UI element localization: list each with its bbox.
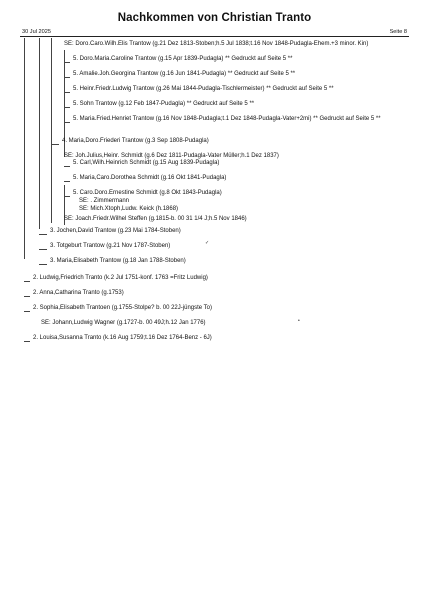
child-entry: 2. Louisa,Susanna Tranto (k.16 Aug 1759;t.16 Dez 1764-Benz - 6J) [33,335,212,341]
tree-branch [51,144,59,145]
child-entry: 5. Carl,Wilh.Heinrich Schmidt (g.15 Aug 1839-Pudagla) [73,160,220,166]
tree-branch [24,296,30,297]
page-number: Seite 8 [389,29,407,35]
child-entry: 5. Maria,Caro.Dorothea Schmidt (g.16 Okt 1841-Pudagla) [73,175,227,181]
tree-branch [24,311,30,312]
child-entry: 3. Totgeburt Trantow (g.21 Nov 1787-Stoben) [50,243,171,249]
spouse-entry: SE: Mich.Xtoph,Ludw. Keick (h.1868) [79,206,179,212]
child-entry: 5. Sohn Trantow (g.12 Feb 1847-Pudagla) ** Gedruckt auf Seite 5 ** [73,101,255,107]
child-entry: 5. Heinr.Friedr.Ludwig Trantow (g.26 Mai 1844-Pudagla-Tischlermeister) ** Gedruckt auf Seite 5 ** [73,86,334,92]
child-entry: 2. Anna,Catharina Tranto (g.1753) [33,290,124,296]
tree-branch [64,107,70,108]
tree-branch [64,196,70,197]
spouse-entry: SE: Joach.Friedr.Wilhel Steffen (g.1815-b. 00 31 1/4 J;h.5 Nov 1846) [64,216,247,222]
tree-branch [39,264,47,265]
spouse-entry: SE: Doro.Caro.Wilh.Elis Trantow (g.21 Dez 1813-Stoben;h.5 Jul 1838;t.16 Nov 1848-Pudagla-Ehem.+3 minor. Kin) [64,41,369,47]
child-entry: 5. Maria.Fried.Henriet Trantow (g.16 Nov 1848-Pudagla;t.1 Dez 1848-Pudagla-Vater+2mi) ** Gedruckt auf Seite 5 ** [73,116,381,122]
tree-line-level3 [39,38,40,229]
child-entry: 2. Ludwig,Friedrich Tranto (k.2 Jul 1751-konf. 1763 =Fritz Ludwig) [33,275,208,281]
scan-speck: • [298,318,300,324]
page-title: Nachkommen von Christian Tranto [117,12,312,24]
child-entry: 5. Doro.Maria.Caroline Trantow (g.15 Apr 1839-Pudagla) ** Gedruckt auf Seite 5 ** [73,56,293,62]
tree-branch [64,166,70,167]
child-entry: 5. Amalie.Joh.Georgina Trantow (g.16 Jun 1841-Pudagla) ** Gedruckt auf Seite 5 ** [73,71,296,77]
tree-branch [64,92,70,93]
child-entry: 2. Sophia,Elisabeth Trantoen (g.1755-Stolpe? b. 00 22J-jüngste To) [33,305,213,311]
print-date: 30 Jul 2025 [22,29,51,35]
header-rule [20,36,409,37]
tree-line-level4 [51,38,52,223]
tree-branch [64,181,70,182]
tree-branch [64,62,70,63]
child-entry: 4. Maria,Doro.Friederi Trantow (g.3 Sep 1808-Pudagla) [62,138,209,144]
child-entry: 3. Maria,Elisabeth Trantow (g.18 Jan 1788-Stoben) [50,258,186,264]
spouse-entry: SE: . Zimmermann [79,198,130,204]
tree-branch [24,281,30,282]
scan-speck: ✓ [205,240,210,246]
tree-branch [39,249,47,250]
spouse-entry: SE: Johann,Ludwig Wagner (g.1727-b. 00 49J;h.12 Jan 1776) [41,320,206,326]
child-entry: 3. Jochen,David Trantow (g.23 Mai 1784-Stoben) [50,228,181,234]
tree-branch [24,341,30,342]
tree-branch [39,234,47,235]
child-entry: 5. Caro.Doro.Ernestine Schmidt (g.8 Okt 1843-Pudagla) [73,190,222,196]
spouse-entry: SE: Joh.Julius,Heinr. Schmidt (g.6 Dez 1811-Pudagla-Vater Müller;h.1 Dez 1837) [64,153,279,159]
tree-branch [64,122,70,123]
tree-branch [64,77,70,78]
tree-line-level2 [24,38,25,259]
